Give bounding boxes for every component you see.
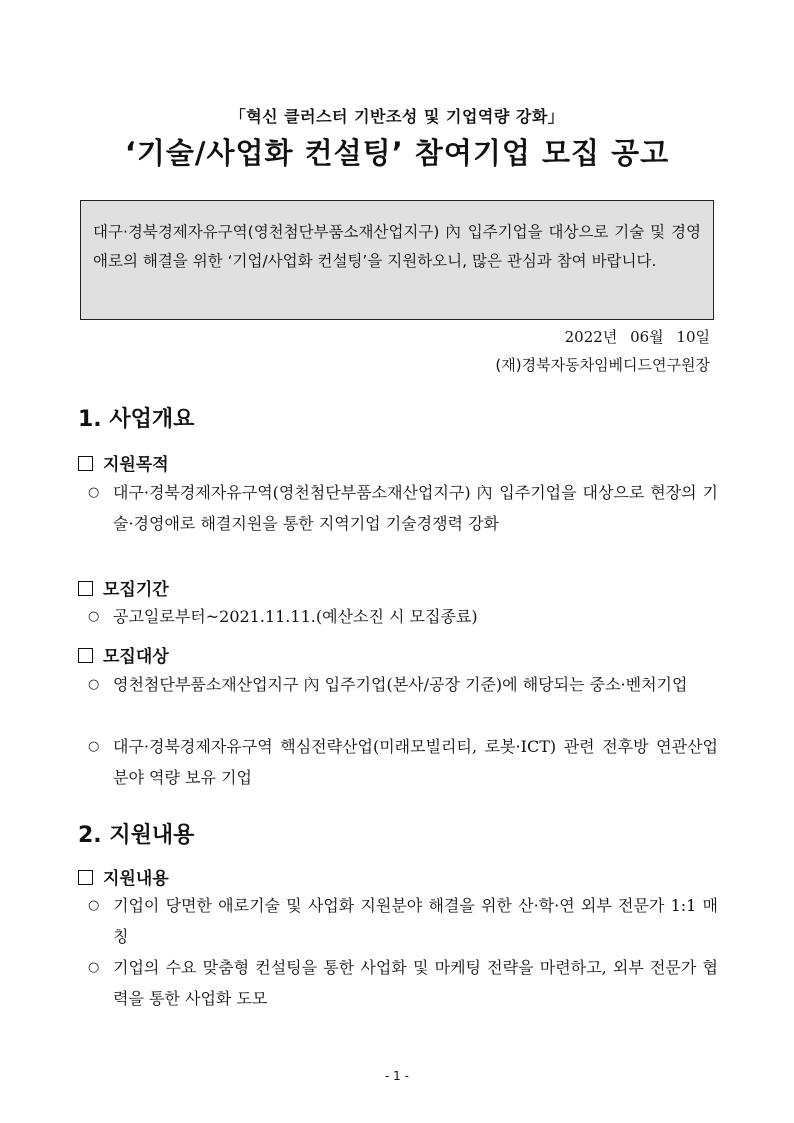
list-item-text: 영천첨단부품소재산업지구 內 입주기업(본사/공장 기준)에 해당되는 중소·벤처기업 [113, 675, 688, 694]
subsection-label: 모집대상 [103, 647, 169, 667]
subsection-heading [78, 642, 169, 667]
list-item-text: 대구·경북경제자유구역 핵심전략산업(미래모빌리티, 로봇·ICT) 관련 전후방 연관산업 분야 역량 보유 기업 [113, 737, 718, 787]
list-item [88, 952, 718, 1014]
circle-bullet-icon: ○ [88, 898, 100, 913]
circle-bullet-icon: ○ [88, 739, 100, 754]
subsection-label: 지원내용 [103, 869, 169, 889]
subsection-heading [78, 450, 169, 475]
section-heading: 2. 지원내용 [78, 823, 195, 848]
checkbox-square-icon [78, 456, 93, 471]
list-item [88, 731, 718, 793]
circle-bullet-icon: ○ [88, 960, 100, 975]
document-title: ‘기술/사업화 컨설팅’ 참여기업 모집 공고 [124, 136, 670, 170]
subsection-label: 지원목적 [103, 455, 169, 475]
list-item-text: 공고일로부터~2021.11.11.(예산소진 시 모집종료) [113, 607, 478, 626]
list-item-text: 대구·경북경제자유구역(영천첨단부품소재산업지구) 內 입주기업을 대상으로 현장의 기술·경영애로 해결지원을 통한 지역기업 기술경쟁력 강화 [113, 483, 718, 533]
checkbox-square-icon [78, 581, 93, 596]
subsection-heading [78, 575, 169, 600]
checkbox-square-icon [78, 870, 93, 885]
section-heading: 1. 사업개요 [78, 407, 195, 432]
notice-box: 대구·경북경제자유구역(영천첨단부품소재산업지구) 內 입주기업을 대상으로 기술 및 경영애로의 해결을 위한 ‘기업/사업화 컨설팅’을 지원하오니, 많은 관심과 참여 바랍니다. [80, 200, 714, 320]
list-item [88, 890, 718, 952]
list-item [88, 601, 718, 632]
list-item [88, 669, 718, 700]
page-number: - 1 - [385, 1069, 409, 1083]
circle-bullet-icon: ○ [88, 609, 100, 624]
subsection-heading [78, 864, 169, 889]
list-item-text: 기업이 당면한 애로기술 및 사업화 지원분야 해결을 위한 산·학·연 외부 전문가 1:1 매칭 [113, 896, 718, 946]
list-item-text: 기업의 수요 맞춤형 컨설팅을 통한 사업화 및 마케팅 전략을 마련하고, 외부 전문가 협력을 통한 사업화 도모 [113, 958, 718, 1008]
list-item [88, 477, 718, 539]
subsection-label: 모집기간 [103, 580, 169, 600]
announcement-date: 2022년 06월 10일 [564, 328, 710, 346]
circle-bullet-icon: ○ [88, 677, 100, 692]
checkbox-square-icon [78, 648, 93, 663]
issuing-organization: (재)경북자동차임베디드연구원장 [495, 356, 710, 374]
circle-bullet-icon: ○ [88, 485, 100, 500]
document-subtitle: 「혁신 클러스터 기반조성 및 기업역량 강화」 [229, 107, 565, 126]
